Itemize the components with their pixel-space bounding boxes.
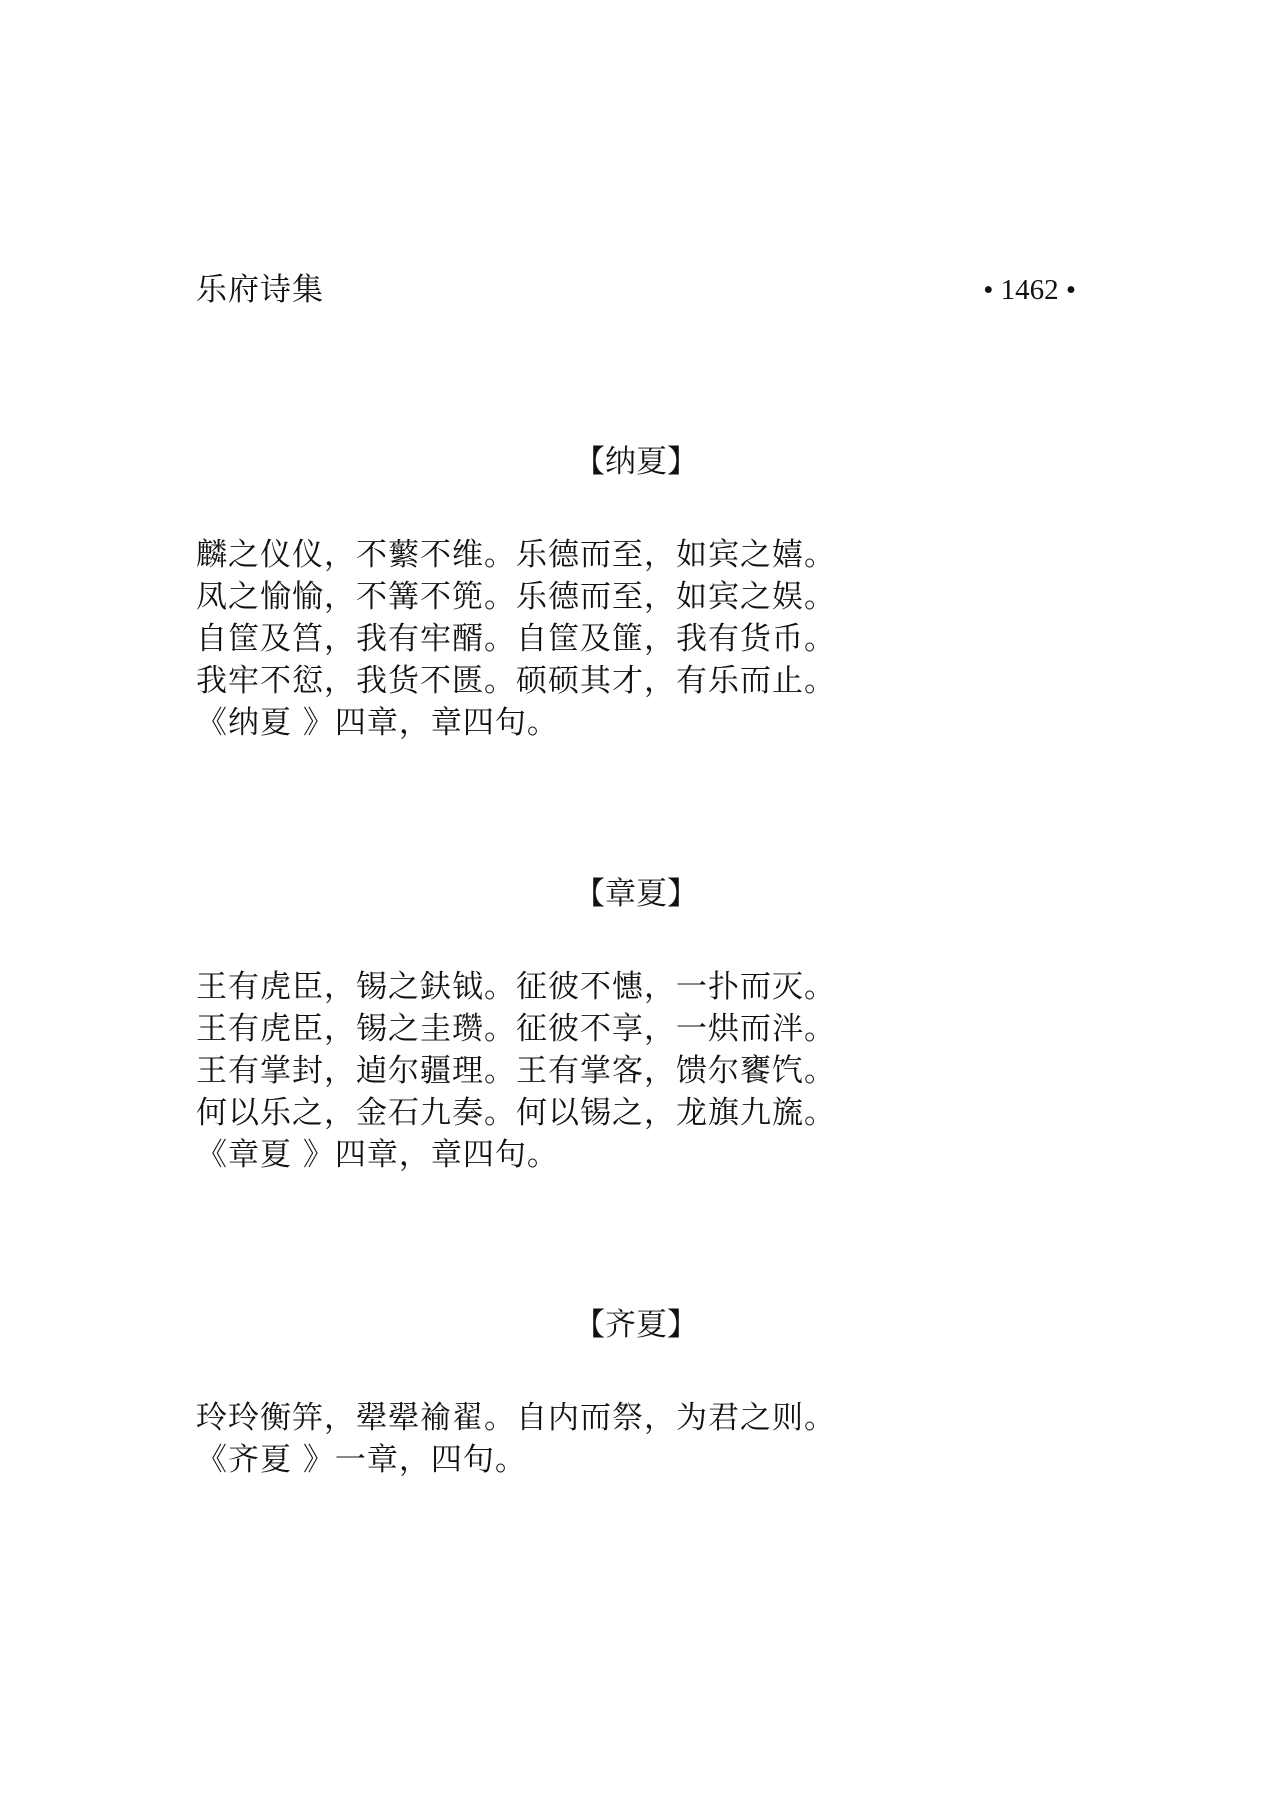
poem-line: 我牢不愆，我货不匮。硕硕其才，有乐而止。 — [196, 663, 836, 699]
section-heading: 【纳夏】 — [574, 444, 698, 480]
poem-text — [196, 966, 1076, 1176]
section-heading: 【章夏】 — [574, 876, 698, 912]
poem-note: 《纳夏 》四章，章四句。 — [196, 705, 559, 741]
poem-line: 王有虎臣，锡之鈇钺。征彼不憓，一扑而灭。 — [196, 969, 836, 1005]
poem-line: 王有掌封，逌尔疆理。王有掌客，馈尔饔饩。 — [196, 1053, 836, 1089]
poem-text — [196, 1397, 1076, 1481]
section-heading: 【齐夏】 — [574, 1307, 698, 1343]
page-header — [196, 268, 1076, 312]
poem-line: 凤之愉愉，不篝不篼。乐德而至，如宾之娱。 — [196, 579, 836, 615]
poem-line: 自筐及筥，我有牢醑。自筐及篚，我有货币。 — [196, 621, 836, 657]
poem-line: 何以乐之，金石九奏。何以锡之，龙旗九旒。 — [196, 1095, 836, 1131]
poem-note: 《齐夏 》一章，四句。 — [196, 1442, 527, 1478]
poem-line: 麟之仪仪，不蘩不维。乐德而至，如宾之嬉。 — [196, 537, 836, 573]
section-qixia — [196, 1303, 1076, 1481]
poem-line: 玲玲衡笄，翚翚褕翟。自内而祭，为君之则。 — [196, 1400, 836, 1436]
section-zhangxia — [196, 872, 1076, 1176]
book-title: 乐府诗集 — [196, 272, 324, 308]
poem-text — [196, 534, 1076, 744]
page-number: • 1462 • — [983, 274, 1076, 306]
poem-note: 《章夏 》四章，章四句。 — [196, 1137, 559, 1173]
section-naxia — [196, 440, 1076, 744]
poem-line: 王有虎臣，锡之圭瓒。征彼不享，一烘而泮。 — [196, 1011, 836, 1047]
